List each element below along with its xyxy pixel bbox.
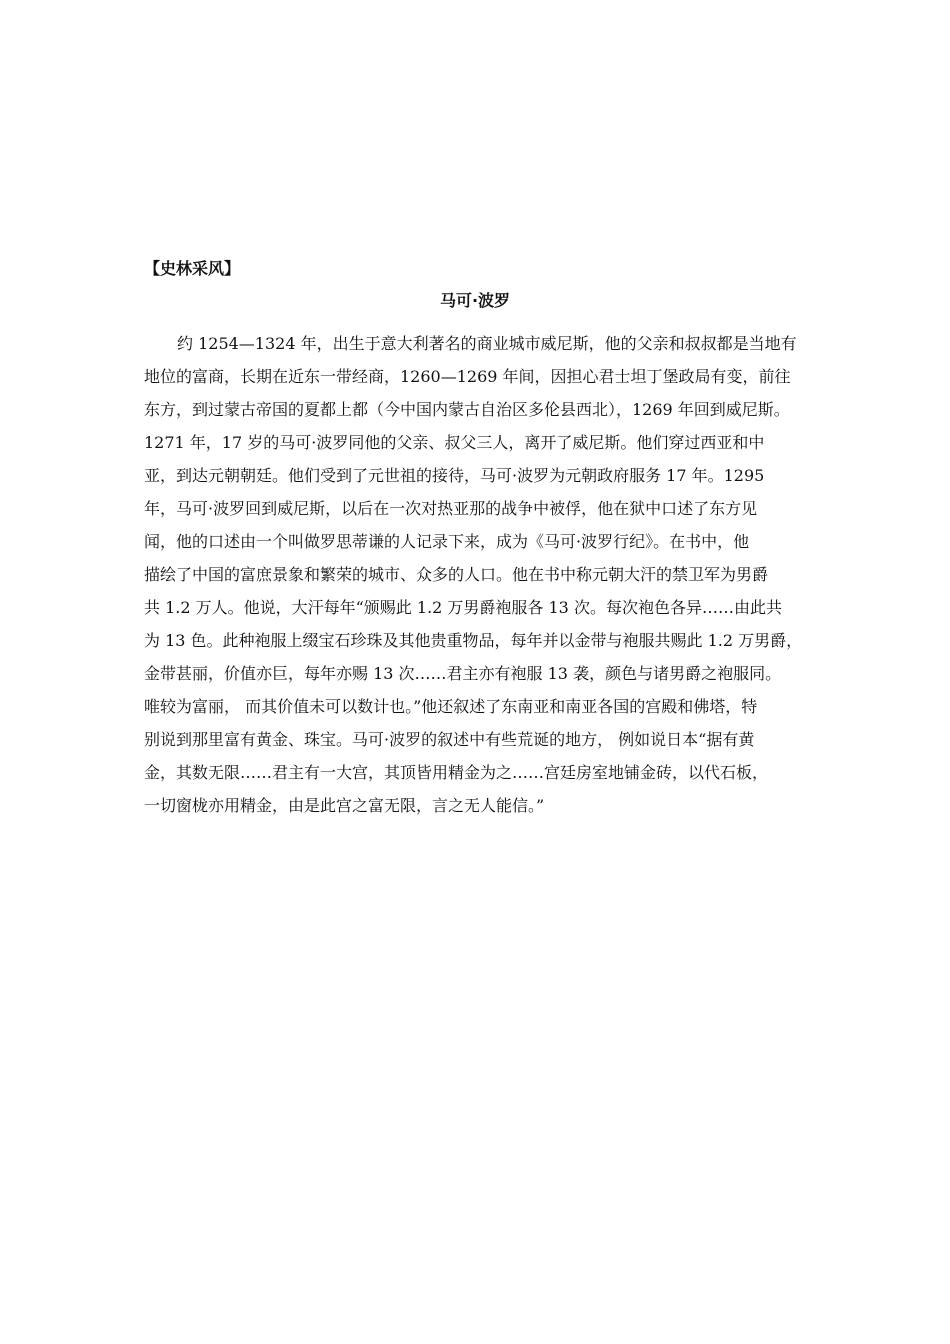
body-line: 一切窗栊亦用精金，由是此宫之富无限，言之无人能信。”: [144, 796, 545, 815]
body-line: 别说到那里富有黄金、珠宝。马可·波罗的叙述中有些荒诞的地方， 例如说日本“据有黄: [144, 730, 755, 749]
body-line: 约 1254—1324 年，出生于意大利著名的商业城市威尼斯，他的父亲和叔叔都是当地有: [177, 334, 797, 353]
article-title: 马可·波罗: [439, 291, 511, 310]
section-label: 【史林采风】: [144, 259, 241, 278]
body-line: 东方，到过蒙古帝国的夏都上都（今中国内蒙古自治区多伦县西北），1269 年回到威尼斯。: [144, 400, 790, 419]
body-line: 年，马可·波罗回到威尼斯，以后在一次对热亚那的战争中被俘，他在狱中口述了东方见: [144, 499, 758, 518]
body-line: 金，其数无限……君主有一大宫，其顶皆用精金为之……宫廷房室地铺金砖，以代石板，: [144, 763, 769, 782]
body-line: 共 1.2 万人。他说，大汗每年“颁赐此 1.2 万男爵袍服各 13 次。每次袍色各异……由此共: [144, 598, 782, 617]
body-line: 为 13 色。此种袍服上缀宝石珍珠及其他贵重物品，每年并以金带与袍服共赐此 1.2 万男爵，: [144, 631, 803, 650]
body-line: 1271 年，17 岁的马可·波罗同他的父亲、叔父三人，离开了威尼斯。他们穿过西亚和中: [144, 433, 765, 452]
body-line: 唯较为富丽， 而其价值未可以数计也。”他还叙述了东南亚和南亚各国的宫殿和佛塔，特: [144, 697, 758, 716]
body-line: 闻，他的口述由一个叫做罗思蒂谦的人记录下来，成为《马可·波罗行纪》。在书中，他: [144, 532, 750, 551]
body-line: 地位的富商，长期在近东一带经商，1260—1269 年间，因担心君士坦丁堡政局有变，前往: [144, 367, 791, 386]
body-line: 亚，到达元朝朝廷。他们受到了元世祖的接待，马可·波罗为元朝政府服务 17 年。1295: [144, 466, 765, 485]
article-body: [144, 327, 824, 822]
body-line: 金带甚丽，价值亦巨，每年亦赐 13 次……君主亦有袍服 13 袭，颜色与诸男爵之袍服同。: [144, 664, 782, 683]
body-line: 描绘了中国的富庶景象和繁荣的城市、众多的人口。他在书中称元朝大汗的禁卫军为男爵: [144, 565, 769, 584]
